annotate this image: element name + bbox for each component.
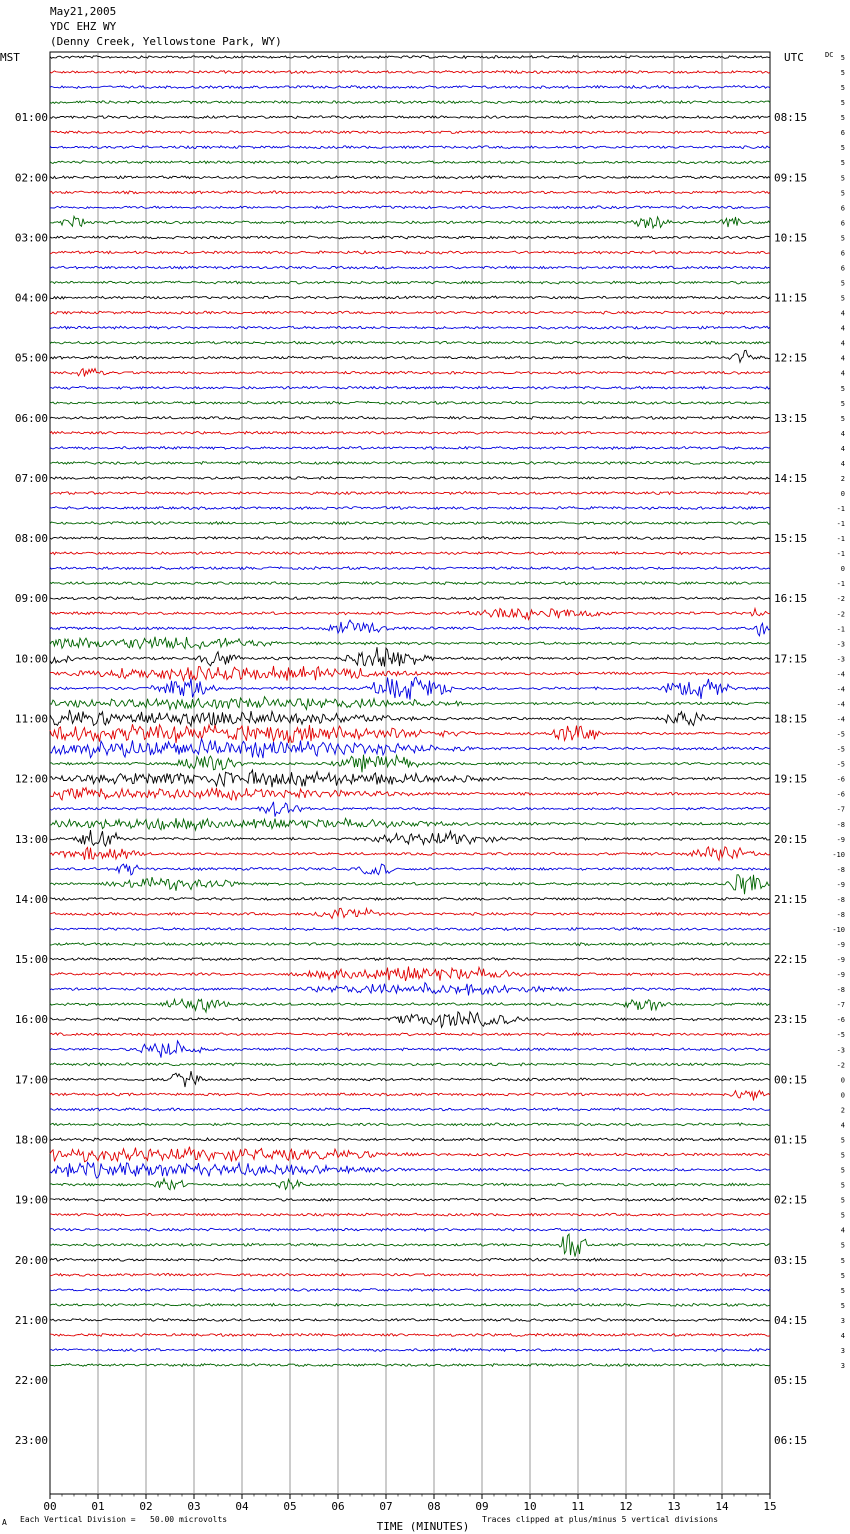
dc-offset-value: -9 bbox=[836, 941, 845, 950]
seismic-trace bbox=[50, 206, 770, 209]
seismic-trace bbox=[50, 818, 770, 830]
dc-offset-value: 4 bbox=[840, 444, 845, 453]
seismic-trace bbox=[50, 176, 770, 179]
seismic-trace bbox=[50, 958, 770, 961]
seismic-trace bbox=[50, 1288, 770, 1291]
seismic-trace bbox=[50, 401, 770, 404]
seismic-trace bbox=[50, 161, 770, 164]
seismic-trace bbox=[50, 1012, 770, 1028]
dc-offset-value: 6 bbox=[840, 249, 845, 258]
dc-offset-value: 5 bbox=[840, 1151, 845, 1160]
seismic-trace bbox=[50, 251, 770, 254]
seismic-trace bbox=[50, 1041, 770, 1058]
seismic-trace bbox=[50, 191, 770, 194]
utc-hour-label: 09:15 bbox=[774, 171, 808, 185]
dc-offset-value: 2 bbox=[840, 1106, 845, 1115]
seismic-trace bbox=[50, 1033, 770, 1036]
dc-offset-value: 4 bbox=[840, 1331, 845, 1340]
seismic-trace bbox=[50, 462, 770, 465]
dc-offset-value: 4 bbox=[840, 324, 845, 333]
dc-offset-value: 4 bbox=[840, 429, 845, 438]
dc-offset-value: -8 bbox=[836, 895, 845, 904]
seismic-trace bbox=[50, 1063, 770, 1066]
scale-note: Each Vertical Division = 50.00 microvolts bbox=[20, 1515, 228, 1524]
dc-offset-value: 5 bbox=[840, 1301, 845, 1310]
seismic-trace bbox=[50, 1147, 770, 1162]
dc-offset-value: 5 bbox=[840, 234, 845, 243]
dc-offset-value: -5 bbox=[836, 760, 845, 769]
seismic-trace bbox=[50, 999, 770, 1012]
seismic-trace bbox=[50, 788, 770, 800]
seismic-trace bbox=[50, 802, 770, 817]
x-tick-label: 00 bbox=[43, 1500, 57, 1513]
seismic-trace bbox=[50, 1213, 770, 1216]
x-tick-label: 04 bbox=[235, 1500, 249, 1513]
seismic-trace bbox=[50, 1334, 770, 1337]
mst-hour-label: 11:00 bbox=[14, 712, 48, 726]
dc-offset-value: -7 bbox=[836, 1001, 845, 1010]
mst-hour-label: 14:00 bbox=[14, 892, 48, 906]
dc-offset-value: 5 bbox=[840, 84, 845, 93]
mst-hour-label: 01:00 bbox=[14, 111, 48, 125]
dc-offset-value: 5 bbox=[840, 69, 845, 78]
utc-hour-label: 17:15 bbox=[774, 652, 808, 666]
mst-hour-label: 06:00 bbox=[14, 411, 48, 425]
x-tick-label: 03 bbox=[187, 1500, 201, 1513]
mst-hour-label: 12:00 bbox=[14, 772, 48, 786]
dc-offset-value: 5 bbox=[840, 99, 845, 108]
dc-offset-value: -3 bbox=[836, 640, 845, 649]
dc-offset-value: -4 bbox=[836, 700, 845, 709]
x-tick-label: 07 bbox=[379, 1500, 393, 1513]
utc-hour-label: 16:15 bbox=[774, 592, 808, 606]
seismic-trace bbox=[50, 101, 770, 104]
seismic-trace bbox=[50, 369, 770, 377]
dc-offset-value: -8 bbox=[836, 865, 845, 874]
seismic-trace bbox=[50, 967, 770, 982]
dc-offset-value: 3 bbox=[840, 1362, 845, 1370]
dc-offset-value: 5 bbox=[840, 399, 845, 408]
dc-offset-value: -10 bbox=[832, 850, 845, 859]
seismic-trace bbox=[50, 637, 770, 649]
seismic-trace bbox=[50, 1091, 770, 1101]
mst-hour-label: 08:00 bbox=[14, 532, 48, 546]
seismic-trace bbox=[50, 492, 770, 495]
utc-hour-label: 01:15 bbox=[774, 1133, 808, 1147]
seismic-trace bbox=[50, 1319, 770, 1322]
utc-hour-label: 06:15 bbox=[774, 1434, 808, 1448]
seismic-trace bbox=[50, 1273, 770, 1276]
dc-offset-value: -4 bbox=[836, 715, 845, 724]
seismic-trace bbox=[50, 770, 770, 787]
utc-hour-label: 21:15 bbox=[774, 892, 808, 906]
dc-offset-value: -8 bbox=[836, 986, 845, 995]
seismic-trace bbox=[50, 943, 770, 946]
x-tick-label: 06 bbox=[331, 1500, 345, 1513]
seismic-trace bbox=[50, 609, 770, 620]
seismic-trace bbox=[50, 597, 770, 600]
x-tick-label: 11 bbox=[571, 1500, 585, 1513]
dc-offset-value: -9 bbox=[836, 971, 845, 980]
seismic-trace bbox=[50, 1123, 770, 1126]
seismic-trace bbox=[50, 311, 770, 314]
clip-note: Traces clipped at plus/minus 5 vertical divisions bbox=[482, 1515, 719, 1524]
x-tick-label: 14 bbox=[715, 1500, 729, 1513]
seismic-trace bbox=[50, 739, 770, 758]
seismic-trace bbox=[50, 146, 770, 149]
dc-offset-value: 6 bbox=[840, 129, 845, 138]
dc-offset-value: 4 bbox=[840, 309, 845, 318]
seismic-trace bbox=[50, 1228, 770, 1231]
seismic-trace bbox=[50, 908, 770, 918]
seismic-trace bbox=[50, 507, 770, 510]
dc-offset-value: 3 bbox=[840, 1346, 845, 1355]
mst-hour-label: 09:00 bbox=[14, 592, 48, 606]
seismic-trace bbox=[50, 552, 770, 555]
utc-hour-label: 04:15 bbox=[774, 1313, 808, 1327]
seismic-trace bbox=[50, 116, 770, 119]
dc-offset-value: -5 bbox=[836, 745, 845, 754]
dc-offset-value: -1 bbox=[836, 625, 845, 634]
x-tick-label: 12 bbox=[619, 1500, 633, 1513]
dc-offset-value: 5 bbox=[840, 1181, 845, 1190]
mst-hour-label: 19:00 bbox=[14, 1193, 48, 1207]
seismic-trace bbox=[50, 350, 770, 362]
x-tick-label: 01 bbox=[91, 1500, 105, 1513]
seismic-trace bbox=[50, 864, 770, 875]
dc-offset-value: -7 bbox=[836, 805, 845, 814]
seismic-trace bbox=[50, 677, 770, 699]
dc-offset-value: 0 bbox=[840, 490, 845, 498]
seismic-trace bbox=[50, 647, 770, 666]
mst-hour-label: 22:00 bbox=[14, 1374, 48, 1388]
mst-hour-label: 02:00 bbox=[14, 171, 48, 185]
mst-hour-label: 16:00 bbox=[14, 1013, 48, 1027]
seismic-trace bbox=[50, 281, 770, 284]
dc-offset-value: -9 bbox=[836, 956, 845, 965]
header-date: May21,2005 bbox=[50, 5, 117, 18]
dc-offset-value: 4 bbox=[840, 369, 845, 378]
mst-hour-label: 21:00 bbox=[14, 1313, 48, 1327]
mst-hour-label: 23:00 bbox=[14, 1434, 48, 1448]
dc-label: DC bbox=[825, 51, 834, 59]
seismic-trace bbox=[50, 1258, 770, 1261]
seismic-trace bbox=[50, 567, 770, 570]
seismic-trace bbox=[50, 1071, 770, 1087]
dc-offset-value: 5 bbox=[840, 1136, 845, 1145]
dc-offset-value: -8 bbox=[836, 910, 845, 919]
dc-offset-value: -4 bbox=[836, 670, 845, 679]
dc-offset-value: -3 bbox=[836, 1046, 845, 1055]
dc-offset-value: -6 bbox=[836, 790, 845, 799]
dc-offset-value: -1 bbox=[836, 505, 845, 514]
seismic-trace bbox=[50, 86, 770, 89]
seismic-trace bbox=[50, 898, 770, 901]
dc-offset-value: -9 bbox=[836, 835, 845, 844]
dc-offset-value: 6 bbox=[840, 264, 845, 273]
seismic-trace bbox=[50, 1364, 770, 1367]
dc-offset-value: 4 bbox=[840, 459, 845, 468]
dc-offset-value: -1 bbox=[836, 520, 845, 529]
utc-hour-label: 22:15 bbox=[774, 953, 808, 967]
dc-offset-value: -1 bbox=[836, 580, 845, 589]
seismic-trace bbox=[50, 386, 770, 389]
dc-offset-value: 6 bbox=[840, 219, 845, 228]
seismic-trace bbox=[50, 847, 770, 861]
dc-offset-value: 5 bbox=[840, 1166, 845, 1175]
mst-hour-label: 15:00 bbox=[14, 953, 48, 967]
corner-mark: A bbox=[2, 1518, 7, 1527]
utc-hour-label: 19:15 bbox=[774, 772, 808, 786]
x-tick-label: 09 bbox=[475, 1500, 489, 1513]
seismic-trace bbox=[50, 326, 770, 329]
dc-offset-value: 6 bbox=[840, 204, 845, 213]
seismic-trace bbox=[50, 724, 770, 743]
utc-hour-label: 11:15 bbox=[774, 291, 808, 305]
dc-offset-value: 5 bbox=[840, 1211, 845, 1220]
dc-offset-value: -10 bbox=[832, 926, 845, 934]
dc-offset-value: -6 bbox=[836, 1016, 845, 1025]
dc-offset-value: 4 bbox=[840, 1226, 845, 1235]
dc-offset-value: 5 bbox=[840, 1196, 845, 1205]
header-location: (Denny Creek, Yellowstone Park, WY) bbox=[50, 35, 282, 48]
seismic-trace bbox=[50, 1303, 770, 1306]
utc-hour-label: 10:15 bbox=[774, 231, 808, 245]
right-axis-label: UTC bbox=[784, 51, 804, 64]
dc-offset-value: -6 bbox=[836, 775, 845, 784]
seismic-trace bbox=[50, 582, 770, 585]
seismic-trace bbox=[50, 477, 770, 480]
dc-offset-value: -1 bbox=[836, 535, 845, 544]
dc-offset-value: -4 bbox=[836, 685, 845, 694]
seismic-trace bbox=[50, 431, 770, 434]
seismic-trace bbox=[50, 620, 770, 636]
x-tick-label: 13 bbox=[667, 1500, 681, 1513]
seismic-trace bbox=[50, 830, 770, 846]
seismic-trace bbox=[50, 1108, 770, 1111]
seismic-trace bbox=[50, 1349, 770, 1352]
dc-offset-value: -1 bbox=[836, 550, 845, 559]
mst-hour-label: 17:00 bbox=[14, 1073, 48, 1087]
seismic-trace bbox=[50, 296, 770, 299]
mst-hour-label: 05:00 bbox=[14, 351, 48, 365]
seismic-trace bbox=[50, 928, 770, 931]
left-axis-label: MST bbox=[0, 51, 20, 64]
utc-hour-label: 00:15 bbox=[774, 1073, 808, 1087]
dc-offset-value: -3 bbox=[836, 655, 845, 664]
dc-offset-value: 5 bbox=[840, 144, 845, 153]
seismic-trace bbox=[50, 983, 770, 996]
seismic-trace bbox=[50, 71, 770, 74]
seismic-trace bbox=[50, 56, 770, 59]
dc-offset-value: 4 bbox=[840, 339, 845, 348]
utc-hour-label: 02:15 bbox=[774, 1193, 808, 1207]
dc-offset-value: -8 bbox=[836, 820, 845, 829]
dc-offset-value: 2 bbox=[840, 474, 845, 483]
mst-hour-label: 10:00 bbox=[14, 652, 48, 666]
utc-hour-label: 05:15 bbox=[774, 1374, 808, 1388]
utc-hour-label: 14:15 bbox=[774, 471, 808, 485]
dc-offset-value: -2 bbox=[836, 595, 845, 604]
x-axis-label: TIME (MINUTES) bbox=[376, 1520, 470, 1533]
seismic-trace bbox=[50, 755, 770, 773]
utc-hour-label: 12:15 bbox=[774, 351, 808, 365]
seismic-trace bbox=[50, 1162, 770, 1178]
x-tick-label: 10 bbox=[523, 1500, 537, 1513]
seismic-trace bbox=[50, 1198, 770, 1201]
dc-offset-value: -9 bbox=[836, 880, 845, 889]
dc-offset-value: 5 bbox=[840, 414, 845, 423]
seismic-trace bbox=[50, 236, 770, 239]
dc-offset-value: 5 bbox=[840, 279, 845, 288]
mst-hour-label: 13:00 bbox=[14, 832, 48, 846]
utc-hour-label: 15:15 bbox=[774, 532, 808, 546]
seismic-trace bbox=[50, 666, 770, 681]
seismic-trace bbox=[50, 341, 770, 344]
mst-hour-label: 20:00 bbox=[14, 1253, 48, 1267]
dc-offset-value: 0 bbox=[840, 1091, 845, 1100]
seismic-trace bbox=[50, 216, 770, 228]
dc-offset-value: 5 bbox=[840, 159, 845, 168]
dc-offset-value: 5 bbox=[840, 114, 845, 123]
utc-hour-label: 18:15 bbox=[774, 712, 808, 726]
mst-hour-label: 18:00 bbox=[14, 1133, 48, 1147]
seismic-trace bbox=[50, 1138, 770, 1141]
mst-hour-label: 03:00 bbox=[14, 231, 48, 245]
dc-offset-value: 5 bbox=[840, 1271, 845, 1280]
dc-offset-value: 5 bbox=[840, 384, 845, 393]
dc-offset-value: 3 bbox=[840, 1316, 845, 1325]
utc-hour-label: 23:15 bbox=[774, 1013, 808, 1027]
x-tick-label: 15 bbox=[763, 1500, 777, 1513]
x-tick-label: 05 bbox=[283, 1500, 297, 1513]
dc-offset-value: -2 bbox=[836, 1061, 845, 1070]
seismic-trace bbox=[50, 1179, 770, 1190]
seismic-trace bbox=[50, 537, 770, 540]
dc-offset-value: 5 bbox=[840, 189, 845, 198]
dc-offset-value: 5 bbox=[840, 54, 845, 62]
seismic-trace bbox=[50, 1234, 770, 1257]
dc-offset-value: -5 bbox=[836, 730, 845, 739]
dc-offset-value: -2 bbox=[836, 610, 845, 619]
dc-offset-value: -5 bbox=[836, 1031, 845, 1040]
x-tick-label: 08 bbox=[427, 1500, 441, 1513]
utc-hour-label: 20:15 bbox=[774, 832, 808, 846]
dc-offset-value: 0 bbox=[840, 1076, 845, 1085]
header-station: YDC EHZ WY bbox=[50, 20, 117, 33]
utc-hour-label: 13:15 bbox=[774, 411, 808, 425]
seismic-trace bbox=[50, 446, 770, 449]
seismic-trace bbox=[50, 131, 770, 134]
dc-offset-value: 4 bbox=[840, 354, 845, 363]
seismic-trace bbox=[50, 522, 770, 525]
utc-hour-label: 08:15 bbox=[774, 111, 808, 125]
mst-hour-label: 07:00 bbox=[14, 471, 48, 485]
dc-offset-value: 5 bbox=[840, 1286, 845, 1295]
seismic-trace bbox=[50, 416, 770, 419]
utc-hour-label: 03:15 bbox=[774, 1253, 808, 1267]
seismic-trace bbox=[50, 710, 770, 726]
mst-hour-label: 04:00 bbox=[14, 291, 48, 305]
dc-offset-value: 5 bbox=[840, 1241, 845, 1250]
dc-offset-value: 5 bbox=[840, 174, 845, 183]
x-tick-label: 02 bbox=[139, 1500, 153, 1513]
dc-offset-value: 5 bbox=[840, 294, 845, 303]
seismic-trace bbox=[50, 266, 770, 269]
dc-offset-value: 4 bbox=[840, 1121, 845, 1130]
dc-offset-value: 0 bbox=[840, 565, 845, 574]
seismic-trace bbox=[50, 875, 770, 894]
dc-offset-value: 5 bbox=[840, 1256, 845, 1265]
